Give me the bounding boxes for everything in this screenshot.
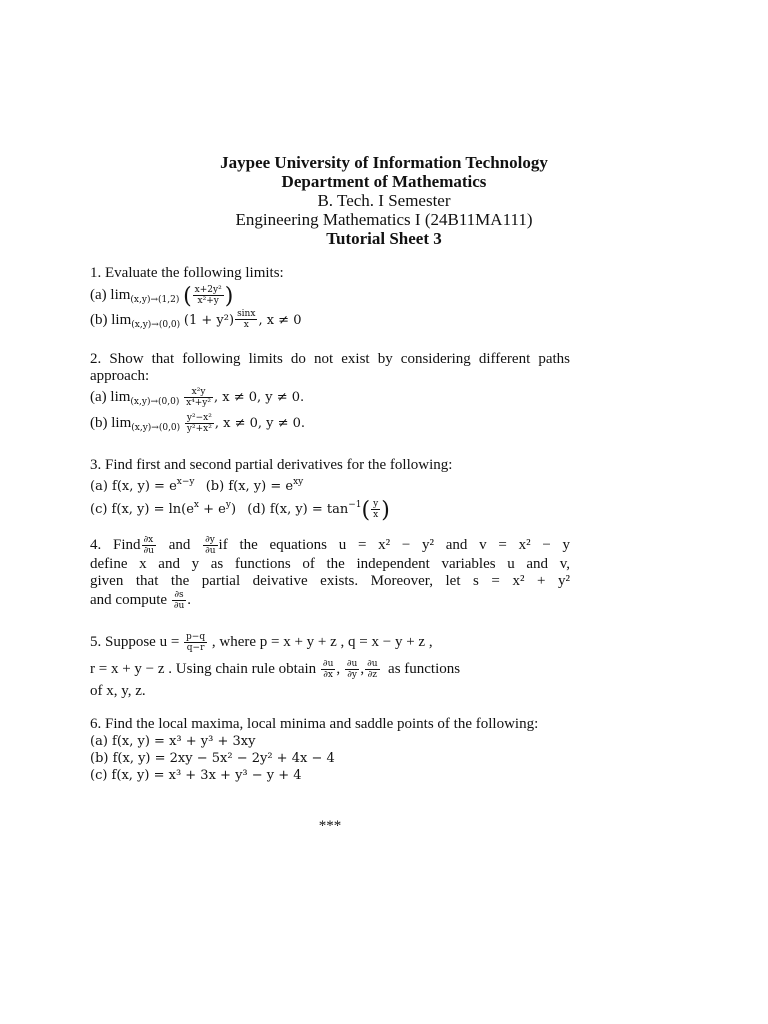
numerator: sinx [237, 308, 256, 319]
part-a: (a) f(x, y) = e [90, 479, 177, 494]
denominator: ∂x [323, 670, 334, 680]
fraction [185, 413, 214, 434]
question-4-line-4 [90, 590, 570, 611]
question-3-parts-cd: (c) f(x, $y) = \ln(e^x + e^y)$ (d) f(x, $y) = \tan^{-1}$( $\frac{y}{x}$ ) [90, 498, 390, 523]
fraction [184, 387, 213, 408]
numerator: x²y [184, 387, 213, 398]
question-6-part-b: (b) f(x, y) = 2xy − 5x² − 2y² + 4x − 4 [90, 751, 335, 766]
numerator: y²−x² [186, 412, 212, 423]
question-1-part-a: (a) $\lim_{(x,y)\to(1,2)}$ ( $\frac{\text{x+2y²}}{\text{x²+y}}$ ) [90, 283, 234, 309]
question-6-part-c: (c) f(x, y) = x³ + 3x + y³ − y + 4 [90, 768, 302, 783]
question-3 [90, 457, 570, 523]
question-1-stem: 1. Evaluate the following limits: [90, 265, 284, 281]
part-c-middle: + e [198, 502, 226, 517]
numerator: x+2y² [194, 285, 222, 295]
question-5-line-3: of x, y, z. [90, 683, 146, 699]
fraction [365, 659, 379, 680]
question-6-part-a: (a) f(x, y) = x³ + y³ + 3xy [90, 734, 256, 749]
limit-label: (a) lim [90, 286, 131, 303]
numerator: ∂u [346, 659, 358, 669]
condition: , x ≠ 0, y ≠ 0. [214, 415, 306, 431]
document-header [0, 153, 768, 248]
fraction [142, 535, 156, 556]
numerator: p−q [186, 632, 206, 642]
fraction [345, 659, 359, 680]
question-5-line-2: r = x + y − z . Using chain rule obtain $\frac{\partial u}{\partial x}$ , $\frac{\partial u}{\partial y}$ , $\frac{\partial u}{\partial z}$ as functions [90, 659, 461, 680]
equations-text: if the equations u = x² − y² and v = x² − y [218, 536, 571, 553]
limit-label: (a) lim [90, 388, 131, 405]
exponent: y [225, 500, 231, 510]
period: . [187, 591, 192, 608]
question-6-stem: 6. Find the local maxima, local minima and saddle points of the following: [90, 716, 539, 732]
program-name: B. Tech. I Semester [317, 191, 451, 210]
limit-subscript: (x,y)→(0,0) [131, 422, 181, 433]
denominator: x [243, 319, 249, 330]
functions-text: as functions [388, 660, 461, 677]
part-c: (c) f(x, y) = ln(e [90, 502, 194, 517]
question-2-stem: 2. Show that following limits do not exist by considering different paths approach: [90, 351, 570, 384]
fraction [321, 659, 335, 680]
expression-base: (1 + y²) [183, 312, 235, 328]
question-4 [90, 535, 570, 611]
find-text: 4. Find [90, 536, 141, 553]
limit-label: (b) lim [90, 311, 132, 328]
condition: , x ≠ 0 [258, 312, 302, 328]
question-3-stem: 3. Find first and second partial derivatives for the following: [90, 457, 453, 473]
limit-subscript: (x,y)→(1,2) [130, 294, 180, 305]
part-b: (b) f(x, y) = e [205, 479, 294, 494]
chain-rule-text: r = x + y − z . Using chain rule obtain [90, 660, 317, 677]
exponent: −1 [348, 500, 362, 510]
part-c-end: ) [230, 502, 237, 517]
question-4-line-2: define x and y as functions of the independent variables u and v, [90, 556, 570, 572]
limit-subscript: (x,y)→(0,0) [130, 396, 180, 407]
denominator: x [373, 510, 379, 521]
numerator: ∂x [142, 535, 156, 546]
denominator: ∂z [367, 670, 377, 680]
denominator: y²+x² [186, 423, 212, 434]
department-name: Department of Mathematics [281, 172, 487, 191]
compute-text: and compute [90, 591, 168, 608]
denominator: ∂u [205, 546, 216, 556]
numerator: ∂u [367, 659, 378, 669]
limit-subscript: (x,y)→(0,0) [131, 319, 181, 330]
question-1-part-b [90, 309, 570, 334]
question-2 [90, 351, 570, 437]
fraction [203, 535, 217, 556]
question-4-line-3: given that the partial deivative exists. Moreover, let s = x² + y² [90, 573, 570, 589]
exponent: xy [293, 477, 304, 487]
fraction [371, 499, 380, 520]
denominator: x²+y [197, 296, 219, 306]
question-5 [90, 632, 570, 700]
limit-label: (b) lim [90, 414, 132, 431]
denominator: ∂u [173, 601, 185, 611]
end-marker: *** [318, 818, 342, 834]
question-6 [90, 716, 570, 784]
fraction [172, 590, 186, 611]
exponent: x [193, 500, 199, 510]
question-5-line-1 [90, 632, 570, 653]
exponent: x−y [176, 477, 195, 487]
denominator: q−r [186, 643, 205, 653]
condition: , x ≠ 0, y ≠ 0. [214, 389, 305, 405]
denominator: x⁴+y² [186, 398, 211, 408]
question-2-part-b [90, 413, 570, 437]
numerator: ∂u [322, 659, 334, 669]
question-1 [90, 265, 570, 334]
suppose-text: 5. Suppose u = [90, 633, 180, 650]
and-text: and [168, 536, 191, 553]
fraction [193, 285, 224, 306]
denominator: ∂u [143, 546, 154, 556]
question-3-parts-ab [90, 474, 570, 495]
where-text: , where p = x + y + z , q = x − y + z , [211, 633, 433, 650]
numerator: y [373, 499, 379, 510]
question-2-part-a [90, 387, 570, 411]
university-name: Jaypee University of Information Technology [220, 153, 548, 172]
numerator: ∂s [172, 590, 186, 601]
fraction [184, 632, 207, 653]
part-d: (d) f(x, y) = tan [247, 502, 349, 517]
question-4-line-1 [90, 535, 570, 556]
denominator: ∂y [347, 670, 357, 680]
numerator: ∂y [203, 535, 217, 546]
course-name: Engineering Mathematics I (24B11MA111) [235, 210, 533, 229]
exponent-fraction [235, 309, 257, 330]
sheet-title: Tutorial Sheet 3 [326, 229, 442, 248]
